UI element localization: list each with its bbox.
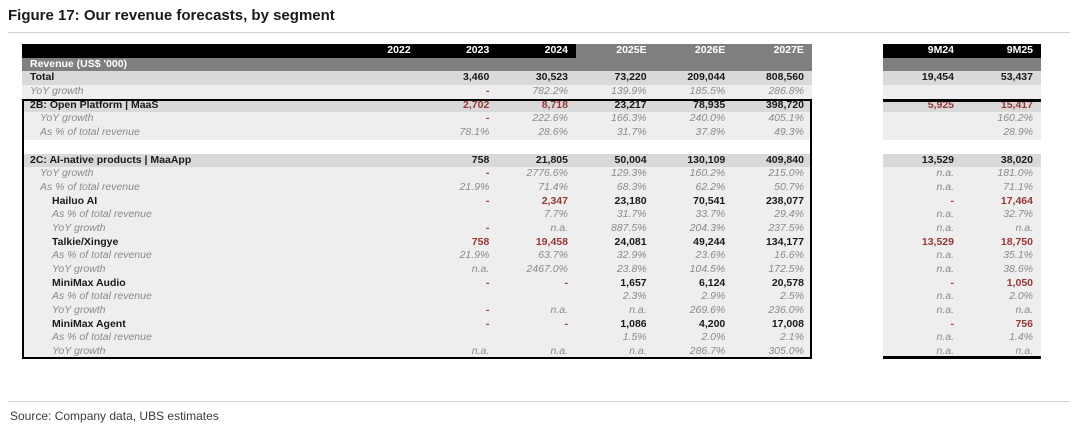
table-cell [340, 236, 419, 250]
table-cell: 21,805 [535, 153, 568, 166]
table-cell: 222.6% [532, 112, 568, 125]
table-cell: 2.1% [780, 331, 804, 344]
table-cell: n.a. [936, 290, 954, 303]
table-cell: - [485, 221, 490, 234]
table-cell: 185.5% [689, 85, 726, 98]
table-cell: 756 [1015, 317, 1033, 330]
table-cell: 160.2% [997, 112, 1033, 125]
column-header-2026e: 2026E [655, 44, 734, 58]
table-cell [655, 140, 734, 154]
table-row [883, 167, 1041, 181]
table-cell [497, 140, 576, 154]
table-cell: 49.3% [774, 126, 804, 139]
table-cell [340, 167, 419, 181]
table-cell: 5,925 [927, 98, 954, 111]
row-label: YoY growth [52, 263, 106, 275]
table-cell [340, 249, 419, 263]
table-row [22, 195, 812, 209]
table-cell: n.a. [936, 167, 954, 180]
table-row [883, 249, 1041, 263]
table-row [22, 167, 812, 181]
table-cell: 28.6% [538, 126, 568, 139]
table-cell: n.a. [471, 263, 490, 275]
table-cell: 305.0% [768, 345, 804, 358]
table-cell: 808,560 [765, 71, 804, 84]
table-cell [340, 99, 419, 113]
table-row [22, 290, 812, 304]
table-cell: n.a. [936, 331, 954, 344]
table-cell: 21.9% [459, 249, 490, 262]
table-cell: 50,004 [614, 153, 647, 166]
table-cell [340, 195, 419, 209]
table-cell: 29.4% [774, 208, 804, 221]
table-row [22, 154, 812, 168]
revenue-band-row [22, 58, 812, 72]
table-cell: 23.8% [616, 263, 647, 275]
row-label: As % of total revenue [52, 249, 152, 262]
table-cell: n.a. [550, 304, 568, 317]
revenue-forecast-table [22, 44, 812, 359]
row-label: YoY growth [52, 345, 106, 358]
table-cell [883, 126, 962, 140]
table-cell [497, 290, 576, 304]
table-cell: 209,044 [687, 71, 726, 84]
table-row [22, 263, 812, 277]
table-cell: - [950, 317, 954, 330]
table-cell: 2,347 [541, 194, 568, 207]
table-cell [962, 140, 1041, 154]
table-row [22, 249, 812, 263]
interim-period-table [883, 44, 1041, 359]
table-cell: 269.6% [689, 304, 726, 317]
table-cell: n.a. [1015, 304, 1033, 317]
table-cell: 398,720 [765, 98, 804, 111]
table-cell [576, 140, 655, 154]
table-cell [340, 208, 419, 222]
table-cell: - [485, 112, 490, 125]
table-cell: 134,177 [765, 235, 804, 248]
table-row [22, 236, 812, 250]
row-label: YoY growth [52, 221, 106, 234]
table-row [22, 345, 812, 359]
row-label: Total [30, 71, 55, 84]
table-cell: n.a. [936, 221, 954, 234]
row-label: YoY growth [30, 85, 84, 98]
table-cell: 238,077 [765, 194, 804, 207]
table-row [883, 99, 1041, 113]
table-cell: - [950, 276, 954, 289]
table-cell: n.a. [629, 304, 647, 317]
row-label: As % of total revenue [52, 208, 152, 221]
table-cell [733, 140, 812, 154]
table-row [883, 154, 1041, 168]
table-cell: 15,417 [1000, 98, 1033, 111]
table-cell: 782.2% [532, 85, 568, 98]
table-cell: 236.0% [768, 304, 804, 317]
table-row [22, 318, 812, 332]
table-cell: - [485, 276, 490, 289]
table-cell: n.a. [550, 221, 568, 234]
table-cell: 33.7% [695, 208, 726, 221]
table-row [883, 208, 1041, 222]
revenue-unit-label: Revenue (US$ '000) [30, 57, 128, 70]
table-cell: 17,008 [771, 317, 804, 330]
table-row [883, 277, 1041, 291]
table-cell: 68.3% [616, 180, 647, 193]
table-cell: n.a. [550, 345, 568, 358]
table-cell: 17,464 [1000, 194, 1033, 207]
table-cell: 78,935 [693, 98, 726, 111]
table-cell: n.a. [936, 263, 954, 275]
column-header-2023: 2023 [419, 44, 498, 58]
row-label: YoY growth [52, 304, 106, 317]
table-row [22, 222, 812, 236]
table-row [22, 99, 812, 113]
table-cell: 19,454 [921, 71, 954, 84]
table-row [22, 85, 812, 99]
table-row [22, 181, 812, 195]
table-cell: 237.5% [768, 221, 804, 234]
table-row [883, 195, 1041, 209]
row-label: As % of total revenue [40, 180, 140, 193]
table-row [883, 304, 1041, 318]
table-cell [340, 154, 419, 168]
table-cell: 2,702 [463, 98, 490, 111]
table-cell [419, 331, 498, 345]
table-cell: 139.9% [611, 85, 647, 98]
row-label [22, 140, 340, 154]
column-header-2024: 2024 [497, 44, 576, 58]
table-cell: 166.3% [611, 112, 647, 125]
table-cell: 28.9% [1003, 126, 1033, 139]
table-cell: 2.0% [701, 331, 726, 344]
table-cell: 887.5% [611, 221, 647, 234]
table-cell: 73,220 [614, 71, 647, 84]
column-header-2022: 2022 [340, 44, 419, 58]
figure-title: Figure 17: Our revenue forecasts, by segment [8, 7, 335, 24]
table-cell [340, 126, 419, 140]
table-cell: - [564, 276, 568, 289]
table-cell [340, 222, 419, 236]
row-label: 2C: AI-native products | MaaApp [30, 153, 192, 166]
table-cell: 32.9% [616, 249, 647, 262]
table-cell: 53,437 [1000, 71, 1033, 84]
table-cell: - [485, 304, 490, 317]
column-header-9m25: 9M25 [962, 44, 1041, 58]
table-row [883, 71, 1041, 85]
table-cell [340, 112, 419, 126]
table-body-left [22, 71, 812, 358]
table-cell [340, 277, 419, 291]
table-row [22, 140, 812, 154]
table-cell: 49,244 [693, 235, 726, 248]
table-cell: n.a. [936, 249, 954, 262]
table-cell: 6,124 [699, 276, 726, 289]
table-cell: n.a. [1015, 221, 1033, 234]
table-cell: 405.1% [768, 112, 804, 125]
table-cell: 31.7% [616, 208, 647, 221]
table-cell: 758 [471, 153, 490, 166]
table-cell: 19,458 [535, 235, 568, 248]
table-cell [340, 331, 419, 345]
table-row [883, 112, 1041, 126]
table-cell: - [564, 317, 568, 330]
table-cell: 286.8% [768, 85, 804, 98]
column-header-2025e: 2025E [576, 44, 655, 58]
table-cell: 4,200 [699, 317, 726, 330]
table-cell: n.a. [1015, 345, 1033, 358]
row-label: Hailuo AI [52, 194, 98, 207]
table-cell: 35.1% [1003, 249, 1033, 262]
table-cell [497, 331, 576, 345]
table-row [883, 236, 1041, 250]
row-label: As % of total revenue [52, 290, 152, 303]
table-cell: 2.3% [622, 290, 647, 303]
table-cell [883, 85, 962, 99]
table-cell: n.a. [936, 208, 954, 221]
table-cell: 71.1% [1003, 180, 1033, 193]
table-cell: 16.6% [774, 249, 804, 262]
table-cell [340, 71, 419, 85]
column-header-2027e: 2027E [733, 44, 812, 58]
table-cell [340, 85, 419, 99]
table-row [22, 126, 812, 140]
table-row [883, 222, 1041, 236]
table-cell: 63.7% [538, 249, 568, 262]
table-cell: 2.5% [780, 290, 804, 303]
table-row [22, 208, 812, 222]
table-row [883, 318, 1041, 332]
row-label: As % of total revenue [40, 126, 140, 139]
table-body-right [883, 71, 1041, 358]
table-cell [883, 140, 962, 154]
table-cell: 130,109 [687, 153, 726, 166]
table-cell: 240.0% [689, 112, 726, 125]
table-cell: 50.7% [774, 180, 804, 193]
table-cell [340, 181, 419, 195]
header-spacer [22, 44, 340, 58]
table-cell [340, 318, 419, 332]
table-cell [340, 345, 419, 359]
table-cell: - [950, 194, 954, 207]
table-cell: 13,529 [921, 235, 954, 248]
table-cell [419, 290, 498, 304]
table-cell: - [485, 85, 490, 98]
table-cell: 62.2% [695, 180, 726, 193]
table-cell: 1.4% [1009, 331, 1033, 344]
table-cell: 18,750 [1000, 235, 1033, 248]
table-cell: 8,718 [541, 98, 568, 111]
row-label: YoY growth [40, 167, 94, 180]
table-row [883, 85, 1041, 99]
table-cell: 13,529 [921, 153, 954, 166]
table-cell: 409,840 [765, 153, 804, 166]
table-cell: 215.0% [768, 167, 804, 180]
table-cell [340, 290, 419, 304]
table-cell: 1,086 [620, 317, 647, 330]
row-label: MiniMax Audio [52, 276, 126, 289]
table-cell: n.a. [936, 304, 954, 317]
table-row [22, 304, 812, 318]
table-row [883, 290, 1041, 304]
table-cell: - [485, 194, 490, 207]
table-cell: n.a. [629, 345, 647, 358]
table-header-row [22, 44, 812, 58]
table-row [883, 263, 1041, 277]
table-cell: 38.6% [1003, 263, 1033, 275]
table-cell: 1,050 [1006, 276, 1033, 289]
table-cell: 37.8% [695, 126, 726, 139]
table-cell: 23,217 [614, 98, 647, 111]
table-cell: 7.7% [544, 208, 568, 221]
table-cell: 23,180 [614, 194, 647, 207]
table-cell: 104.5% [689, 263, 726, 275]
table-cell: - [485, 317, 490, 330]
table-row [883, 140, 1041, 154]
table-cell: - [485, 167, 490, 180]
table-cell: 160.2% [689, 167, 726, 180]
source-note: Source: Company data, UBS estimates [10, 409, 219, 423]
table-cell: 204.3% [689, 221, 726, 234]
table-cell: 3,460 [463, 71, 490, 84]
table-row [883, 181, 1041, 195]
table-cell: 2776.6% [526, 167, 568, 180]
table-cell: 21.9% [459, 180, 490, 193]
table-cell: 70,541 [693, 194, 726, 207]
row-label: As % of total revenue [52, 331, 152, 344]
table-cell: 38,020 [1000, 153, 1033, 166]
table-cell: 2.9% [701, 290, 726, 303]
table-cell: 758 [471, 235, 490, 248]
table-cell: 32.7% [1003, 208, 1033, 221]
table-cell: 1,657 [620, 276, 647, 289]
interim-band-row [883, 58, 1041, 72]
table-row [883, 126, 1041, 140]
row-label: YoY growth [40, 112, 94, 125]
table-row [22, 71, 812, 85]
table-row [22, 277, 812, 291]
row-label: MiniMax Agent [52, 317, 126, 330]
table-cell [340, 263, 419, 277]
table-cell: 71.4% [538, 180, 568, 193]
table-row [22, 331, 812, 345]
table-cell [419, 208, 498, 222]
table-cell: 30,523 [535, 71, 568, 84]
row-label: Talkie/Xingye [52, 235, 119, 248]
interim-header-row [883, 44, 1041, 58]
table-cell: n.a. [936, 345, 954, 358]
table-row [883, 331, 1041, 345]
table-cell [962, 85, 1041, 99]
column-header-9m24: 9M24 [883, 44, 962, 58]
table-cell: n.a. [471, 345, 490, 358]
table-cell: 23.6% [695, 249, 726, 262]
source-divider [8, 401, 1070, 402]
table-cell [340, 140, 419, 154]
table-cell: 286.7% [689, 345, 726, 358]
table-cell: 181.0% [997, 167, 1033, 180]
table-cell: 2467.0% [526, 263, 568, 275]
table-cell: 2.0% [1009, 290, 1033, 303]
table-cell: 1.5% [622, 331, 647, 344]
table-row [22, 112, 812, 126]
table-cell: 24,081 [614, 235, 647, 248]
table-cell: 172.5% [768, 263, 804, 275]
table-cell [419, 140, 498, 154]
table-cell: 129.3% [611, 167, 647, 180]
table-cell: 20,578 [771, 276, 804, 289]
table-cell: 78.1% [459, 126, 490, 139]
table-row [883, 345, 1041, 359]
table-cell: n.a. [936, 180, 954, 193]
table-cell [883, 112, 962, 126]
table-cell: 31.7% [616, 126, 647, 139]
title-divider [8, 32, 1070, 33]
table-cell [340, 304, 419, 318]
row-label: 2B: Open Platform | MaaS [30, 98, 159, 111]
